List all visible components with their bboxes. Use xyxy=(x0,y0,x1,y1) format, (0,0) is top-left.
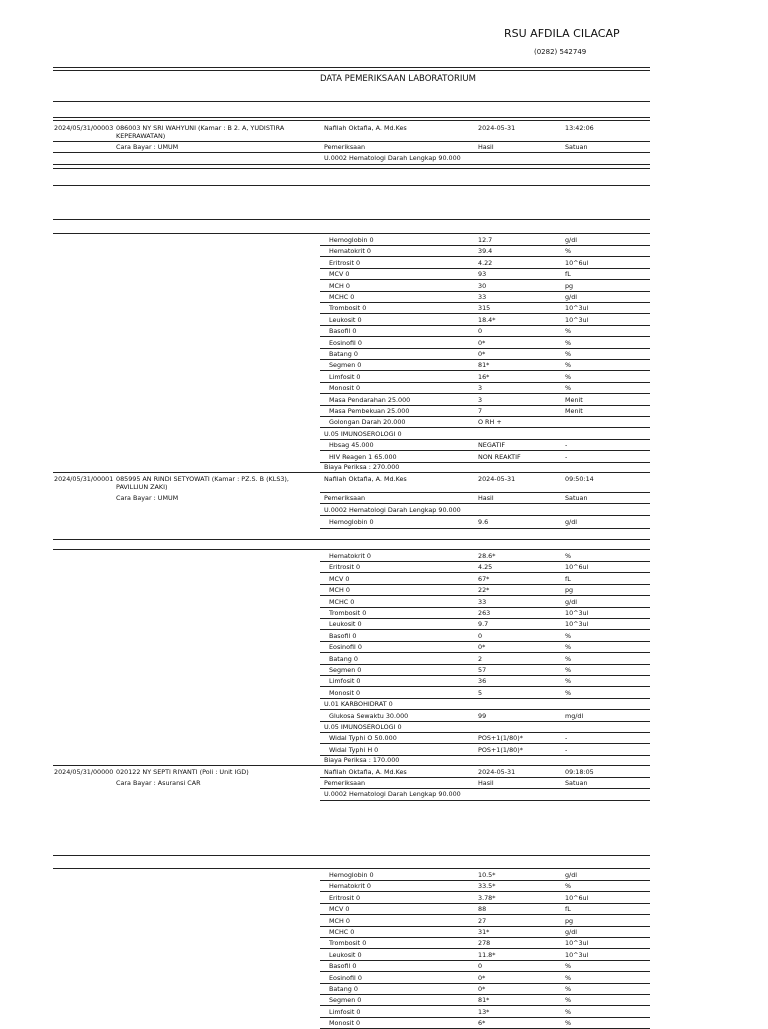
row-divider xyxy=(320,960,650,961)
column-header-result: Hasil xyxy=(478,779,494,787)
exam-unit: g/dl xyxy=(565,293,578,301)
exam-unit: mg/dl xyxy=(565,711,584,720)
exam-unit: g/dl xyxy=(565,236,578,244)
row-divider xyxy=(320,914,650,915)
row-divider xyxy=(320,675,650,676)
exam-unit: - xyxy=(565,745,568,754)
exam-result: 315 xyxy=(478,304,491,313)
row-divider xyxy=(320,245,650,246)
exam-name: Leukosit 0 xyxy=(329,315,362,324)
exam-time: 09:50:14 xyxy=(565,475,594,483)
row-divider xyxy=(320,393,650,394)
divider xyxy=(53,219,650,220)
exam-unit: 10^3ul xyxy=(565,304,589,313)
exam-name: Batang 0 xyxy=(329,985,358,993)
row-divider xyxy=(320,595,650,596)
exam-name: Segmen 0 xyxy=(329,666,362,674)
exam-result: 31* xyxy=(478,928,490,936)
row-divider xyxy=(320,405,650,406)
column-header-exam: Pemeriksaan xyxy=(324,494,366,502)
exam-result: 0* xyxy=(478,643,486,652)
exam-unit: Menit xyxy=(565,395,583,404)
exam-unit: % xyxy=(565,996,572,1005)
row-divider xyxy=(320,983,650,984)
exam-unit: % xyxy=(565,666,572,674)
exam-unit: % xyxy=(565,677,572,686)
exam-result: 39.4 xyxy=(478,247,493,256)
exam-name: Masa Pembekuan 25.000 xyxy=(329,407,410,415)
exam-date: 2024-05-31 xyxy=(478,475,516,483)
exam-unit: % xyxy=(565,327,572,336)
row-divider xyxy=(320,439,650,440)
exam-name: Monosit 0 xyxy=(329,1019,361,1028)
exam-package: U.0002 Hematologi Darah Lengkap 90.000 xyxy=(324,790,461,798)
lab-officer: Nafilah Oktafia, A. Md.Kes xyxy=(324,768,407,776)
exam-name: Hbsag 45.000 xyxy=(329,441,374,450)
exam-result: 93 xyxy=(478,270,487,279)
divider xyxy=(53,549,650,550)
column-header-unit: Satuan xyxy=(565,779,588,787)
column-header-unit: Satuan xyxy=(565,494,588,502)
divider xyxy=(53,868,650,869)
exam-unit: g/dl xyxy=(565,928,578,936)
exam-result: 3 xyxy=(478,384,483,393)
row-divider xyxy=(320,971,650,972)
exam-cost: Biaya Periksa : 270.000 xyxy=(324,463,400,471)
patient-record-no: 2024/05/31/00001 xyxy=(54,475,114,483)
patient-info: 020122 NY SEPTI RIYANTI (Poli : Unit IGD) xyxy=(116,768,249,776)
exam-name: MCHC 0 xyxy=(329,293,355,301)
exam-name: Limfosit 0 xyxy=(329,677,361,686)
column-header-result: Hasil xyxy=(478,143,494,151)
exam-result: 18.4* xyxy=(478,315,496,324)
row-divider xyxy=(320,313,650,314)
header-divider xyxy=(53,70,650,71)
exam-unit: g/dl xyxy=(565,518,578,526)
exam-unit: 10^6ul xyxy=(565,893,589,902)
exam-unit: 10^3ul xyxy=(565,939,589,948)
exam-name: Eosinofil 0 xyxy=(329,643,362,652)
exam-name: Eritrosit 0 xyxy=(329,258,361,267)
exam-name: Widal Typhi O 50.000 xyxy=(329,734,397,743)
patient-info: 085995 AN RINDI SETYOWATI (Kamar : PZ.S. B (KLS3), PAVILLIUN ZAKI) xyxy=(116,475,289,491)
patient-record-no: 2024/05/31/00003 xyxy=(54,124,114,132)
exam-unit: 10^3ul xyxy=(565,609,589,617)
exam-name: Segmen 0 xyxy=(329,996,362,1005)
exam-result: 13* xyxy=(478,1007,490,1016)
column-header-unit: Satuan xyxy=(565,143,588,151)
exam-name: Trombosit 0 xyxy=(329,939,367,948)
exam-result: 27 xyxy=(478,916,487,925)
exam-name: Limfosit 0 xyxy=(329,1007,361,1016)
exam-name: Eritrosit 0 xyxy=(329,893,361,902)
row-divider xyxy=(320,641,650,642)
exam-unit: % xyxy=(565,361,572,370)
exam-name: MCHC 0 xyxy=(329,928,355,936)
row-divider xyxy=(320,698,650,699)
row-divider xyxy=(320,427,650,428)
divider xyxy=(53,168,650,169)
row-divider xyxy=(320,937,650,938)
exam-unit: % xyxy=(565,384,572,393)
exam-name: Trombosit 0 xyxy=(329,304,367,313)
exam-unit: % xyxy=(565,643,572,652)
row-divider xyxy=(320,743,650,744)
exam-unit: 10^3ul xyxy=(565,315,589,324)
row-divider xyxy=(320,926,650,927)
exam-name: Widal Typhi H 0 xyxy=(329,745,379,754)
exam-name: Leukosit 0 xyxy=(329,950,362,959)
exam-result: 33.5* xyxy=(478,882,496,891)
row-divider xyxy=(320,416,650,417)
exam-name: Hemoglobin 0 xyxy=(329,871,374,879)
exam-result: 0* xyxy=(478,338,486,347)
divider xyxy=(53,164,650,165)
exam-name: Basofil 0 xyxy=(329,631,357,640)
section-label: U.05 IMUNOSEROLOGI 0 xyxy=(324,723,402,731)
exam-result: 7 xyxy=(478,407,483,415)
exam-unit: fL xyxy=(565,270,571,279)
payment-method: Cara Bayar : Asuransi CAR xyxy=(116,779,201,787)
divider xyxy=(320,492,650,493)
divider xyxy=(53,472,650,473)
exam-name: Limfosit 0 xyxy=(329,372,361,381)
exam-name: Glukosa Sewaktu 30.000 xyxy=(329,711,409,720)
divider xyxy=(320,800,650,801)
row-divider xyxy=(320,325,650,326)
divider xyxy=(53,117,650,118)
exam-name: Eosinofil 0 xyxy=(329,338,362,347)
exam-result: 278 xyxy=(478,939,491,948)
row-divider xyxy=(320,268,650,269)
exam-unit: pg xyxy=(565,281,574,290)
exam-result: 99 xyxy=(478,711,487,720)
exam-result: 10.5* xyxy=(478,871,496,879)
exam-result: 9.7 xyxy=(478,620,489,629)
exam-unit: fL xyxy=(565,905,571,914)
payment-method: Cara Bayar : UMUM xyxy=(116,143,179,151)
header-divider xyxy=(53,67,650,68)
divider xyxy=(53,765,650,766)
exam-result: 33 xyxy=(478,293,487,301)
exam-unit: % xyxy=(565,247,572,256)
exam-result: 3 xyxy=(478,395,483,404)
exam-time: 13:42:06 xyxy=(565,124,594,132)
exam-result: 0 xyxy=(478,631,483,640)
exam-date: 2024-05-31 xyxy=(478,124,516,132)
exam-package: U.0002 Hematologi Darah Lengkap 90.000 xyxy=(324,154,461,162)
exam-name: Hematokrit 0 xyxy=(329,882,372,891)
exam-name: Monosit 0 xyxy=(329,384,361,393)
exam-name: Batang 0 xyxy=(329,654,358,663)
row-divider xyxy=(320,732,650,733)
row-divider xyxy=(320,336,650,337)
column-header-exam: Pemeriksaan xyxy=(324,779,366,787)
row-divider xyxy=(320,994,650,995)
row-divider xyxy=(320,1017,650,1018)
exam-name: Hematokrit 0 xyxy=(329,552,372,560)
exam-result: O RH + xyxy=(478,418,502,427)
exam-result: 5 xyxy=(478,688,483,697)
exam-unit: 10^6ul xyxy=(565,258,589,267)
exam-unit: % xyxy=(565,552,572,560)
exam-unit: % xyxy=(565,882,572,891)
exam-name: Golongan Darah 20.000 xyxy=(329,418,406,427)
exam-result: NEGATIF xyxy=(478,441,506,450)
exam-unit: % xyxy=(565,962,572,971)
divider xyxy=(53,120,650,121)
exam-result: 88 xyxy=(478,905,487,914)
section-label: U.01 KARBOHIDRAT 0 xyxy=(324,700,393,709)
divider xyxy=(53,539,650,540)
exam-result: 0* xyxy=(478,973,486,982)
row-divider xyxy=(320,891,650,892)
exam-name: Masa Pendarahan 25.000 xyxy=(329,395,411,404)
exam-name: Eosinofil 0 xyxy=(329,973,362,982)
exam-name: Segmen 0 xyxy=(329,361,362,370)
exam-result: 0* xyxy=(478,985,486,993)
exam-unit: % xyxy=(565,631,572,640)
divider xyxy=(320,503,650,504)
exam-name: Hemoglobin 0 xyxy=(329,518,374,526)
exam-result: 4.25 xyxy=(478,563,493,572)
divider xyxy=(53,233,650,234)
row-divider xyxy=(320,948,650,949)
exam-package: U.0002 Hematologi Darah Lengkap 90.000 xyxy=(324,506,461,514)
exam-result: 6* xyxy=(478,1019,486,1028)
exam-name: MCH 0 xyxy=(329,281,350,290)
exam-result: 67* xyxy=(478,574,490,583)
exam-result: 22* xyxy=(478,586,490,595)
exam-result: 33 xyxy=(478,597,487,606)
row-divider xyxy=(320,880,650,881)
divider xyxy=(53,185,650,186)
divider xyxy=(320,528,650,529)
exam-name: MCH 0 xyxy=(329,916,350,925)
exam-result: 263 xyxy=(478,609,491,617)
exam-unit: g/dl xyxy=(565,871,578,879)
exam-unit: 10^3ul xyxy=(565,950,589,959)
exam-result: 30 xyxy=(478,281,487,290)
exam-name: Basofil 0 xyxy=(329,327,357,336)
exam-date: 2024-05-31 xyxy=(478,768,516,776)
exam-unit: 10^6ul xyxy=(565,563,589,572)
exam-name: Hemoglobin 0 xyxy=(329,236,374,244)
exam-name: MCH 0 xyxy=(329,586,350,595)
exam-result: 3.78* xyxy=(478,893,496,902)
exam-unit: % xyxy=(565,338,572,347)
patient-record-no: 2024/05/31/00000 xyxy=(54,768,114,776)
divider xyxy=(320,515,650,516)
exam-unit: - xyxy=(565,452,568,461)
exam-unit: % xyxy=(565,350,572,358)
exam-unit: fL xyxy=(565,574,571,583)
exam-unit: pg xyxy=(565,916,574,925)
exam-name: Monosit 0 xyxy=(329,688,361,697)
exam-unit: 10^3ul xyxy=(565,620,589,629)
divider xyxy=(53,141,650,142)
exam-result: 12.7 xyxy=(478,236,493,244)
exam-result: 28.6* xyxy=(478,552,496,560)
exam-result: NON REAKTIF xyxy=(478,452,521,461)
patient-info: 086003 NY SRI WAHYUNI (Kamar : B 2. A, YUDISTIRA KEPERAWATAN) xyxy=(116,124,285,140)
exam-unit: % xyxy=(565,1019,572,1028)
row-divider xyxy=(320,607,650,608)
row-divider xyxy=(320,561,650,562)
exam-cost: Biaya Periksa : 170.000 xyxy=(324,756,400,764)
exam-unit: - xyxy=(565,441,568,450)
exam-unit: % xyxy=(565,1007,572,1016)
exam-name: MCV 0 xyxy=(329,574,350,583)
exam-unit: pg xyxy=(565,586,574,595)
lab-officer: Nafilah Oktafia, A. Md.Kes xyxy=(324,124,407,132)
exam-result: 11.8* xyxy=(478,950,496,959)
row-divider xyxy=(320,664,650,665)
row-divider xyxy=(320,370,650,371)
exam-result: 81* xyxy=(478,361,490,370)
row-divider xyxy=(320,686,650,687)
row-divider xyxy=(320,279,650,280)
section-label: U.05 IMUNOSEROLOGI 0 xyxy=(324,429,402,438)
exam-result: 57 xyxy=(478,666,487,674)
column-header-result: Hasil xyxy=(478,494,494,502)
hospital-phone: (0282) 542749 xyxy=(534,48,587,56)
exam-result: 0 xyxy=(478,962,483,971)
exam-result: 81* xyxy=(478,996,490,1005)
exam-result: 2 xyxy=(478,654,483,663)
exam-unit: % xyxy=(565,973,572,982)
row-divider xyxy=(320,256,650,257)
divider xyxy=(53,152,650,153)
exam-unit: g/dl xyxy=(565,597,578,606)
exam-result: 0* xyxy=(478,350,486,358)
exam-result: 0 xyxy=(478,327,483,336)
row-divider xyxy=(320,572,650,573)
exam-result: 36 xyxy=(478,677,487,686)
row-divider xyxy=(320,348,650,349)
divider xyxy=(320,788,650,789)
exam-name: Leukosit 0 xyxy=(329,620,362,629)
row-divider xyxy=(320,652,650,653)
exam-result: 16* xyxy=(478,372,490,381)
row-divider xyxy=(320,903,650,904)
exam-result: POS+1(1/80)* xyxy=(478,745,523,754)
exam-unit: % xyxy=(565,654,572,663)
payment-method: Cara Bayar : UMUM xyxy=(116,494,179,502)
row-divider xyxy=(320,302,650,303)
row-divider xyxy=(320,1005,650,1006)
row-divider xyxy=(320,618,650,619)
divider xyxy=(53,101,650,102)
exam-unit: % xyxy=(565,372,572,381)
row-divider xyxy=(320,721,650,722)
row-divider xyxy=(320,291,650,292)
exam-name: Hematokrit 0 xyxy=(329,247,372,256)
exam-name: HIV Reagen 1 65.000 xyxy=(329,452,397,461)
hospital-name: RSU AFDILA CILACAP xyxy=(504,27,620,40)
divider xyxy=(53,855,650,856)
exam-name: MCV 0 xyxy=(329,270,350,279)
divider xyxy=(320,777,650,778)
exam-name: MCV 0 xyxy=(329,905,350,914)
exam-name: Batang 0 xyxy=(329,350,358,358)
exam-name: Eritrosit 0 xyxy=(329,563,361,572)
exam-name: Basofil 0 xyxy=(329,962,357,971)
exam-result: 4.22 xyxy=(478,258,493,267)
exam-name: MCHC 0 xyxy=(329,597,355,606)
exam-unit: % xyxy=(565,985,572,993)
row-divider xyxy=(320,709,650,710)
exam-time: 09:18:05 xyxy=(565,768,594,776)
page-title: DATA PEMERIKSAAN LABORATORIUM xyxy=(320,74,476,84)
lab-officer: Nafilah Oktafia, A. Md.Kes xyxy=(324,475,407,483)
row-divider xyxy=(320,584,650,585)
exam-unit: - xyxy=(565,734,568,743)
row-divider xyxy=(320,359,650,360)
column-header-exam: Pemeriksaan xyxy=(324,143,366,151)
row-divider xyxy=(320,450,650,451)
exam-name: Trombosit 0 xyxy=(329,609,367,617)
row-divider xyxy=(320,629,650,630)
exam-unit: Menit xyxy=(565,407,583,415)
row-divider xyxy=(320,382,650,383)
exam-result: 9.6 xyxy=(478,518,489,526)
exam-unit: % xyxy=(565,688,572,697)
exam-result: POS+1(1/80)* xyxy=(478,734,523,743)
